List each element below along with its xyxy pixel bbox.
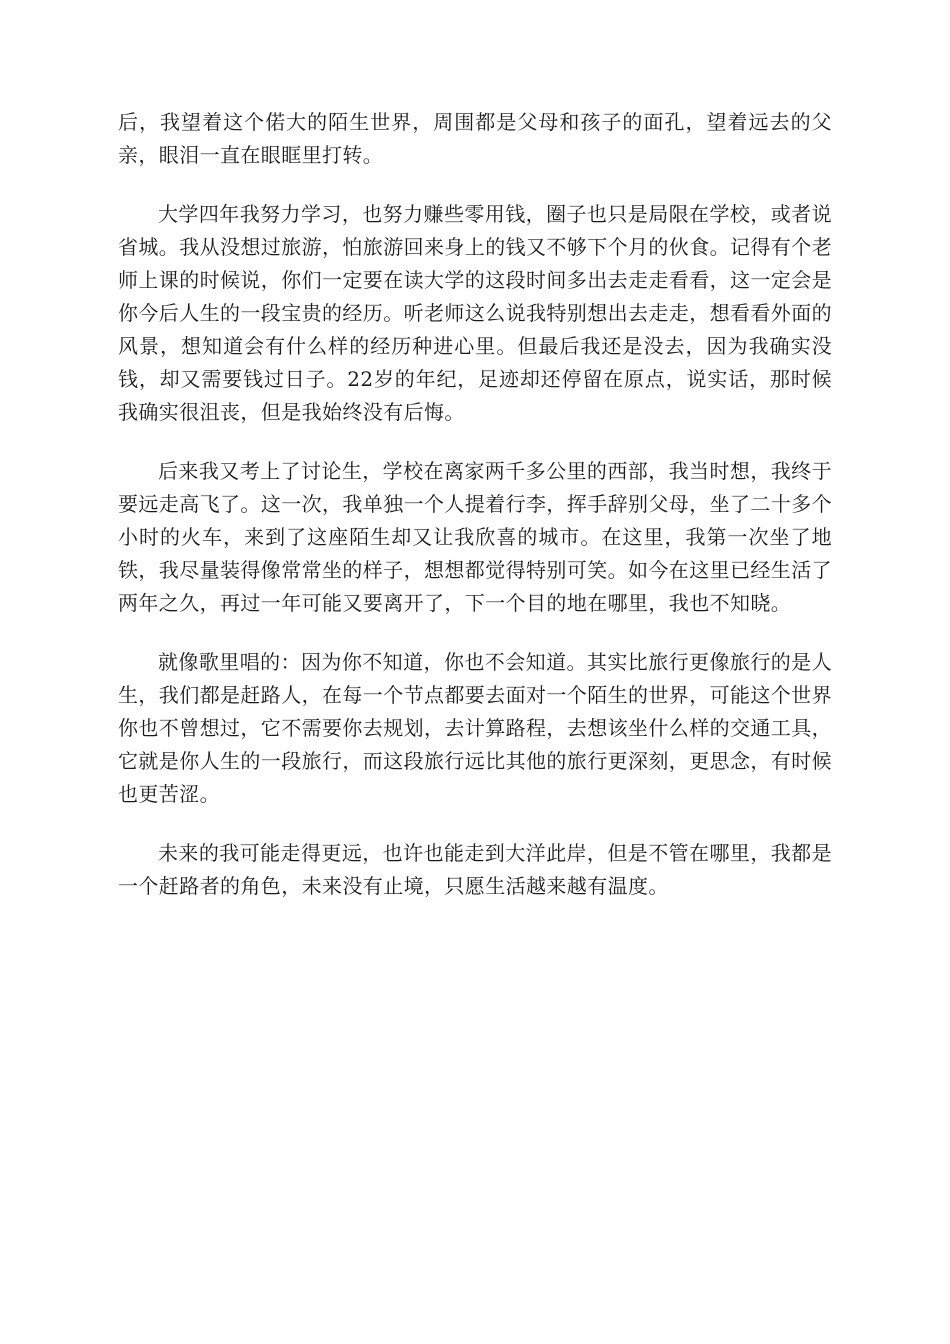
- document-body: [118, 106, 832, 929]
- paragraph-5: 未来的我可能走得更远，也许也能走到大洋此岸，但是不管在哪里，我都是一个赶路者的角色，未来没有止境，只愿生活越来越有温度。: [118, 841, 832, 898]
- paragraph-4: 就像歌里唱的：因为你不知道，你也不会知道。其实比旅行更像旅行的是人生，我们都是赶路人，在每一个节点都要去面对一个陌生的世界，可能这个世界你也不曾想过，它不需要你去规划，去计算路程，去想该坐什么样的交通工具，它就是你人生的一段旅行，而这段旅行远比其他的旅行更深刻，更思念，有时候也更苦涩。: [118, 650, 832, 806]
- paragraph-3: 后来我又考上了讨论生，学校在离家两千多公里的西部，我当时想，我终于要远走高飞了。这一次，我单独一个人提着行李，挥手辞别父母，坐了二十多个小时的火车，来到了这座陌生却又让我欣喜的城市。在这里，我第一次坐了地铁，我尽量装得像常常坐的样子，想想都觉得特别可笑。如今在这里已经生活了两年之久，再过一年可能又要离开了，下一个目的地在哪里，我也不知晓。: [118, 459, 832, 615]
- paragraph-2: 大学四年我努力学习，也努力赚些零用钱，圈子也只是局限在学校，或者说省城。我从没想过旅游，怕旅游回来身上的钱又不够下个月的伙食。记得有个老师上课的时候说，你们一定要在读大学的这段时间多出去走走看看，这一定会是你今后人生的一段宝贵的经历。听老师这么说我特别想出去走走，想看看外面的风景，想知道会有什么样的经历种进心里。但最后我还是没去，因为我确实没钱，却又需要钱过日子。22岁的年纪，足迹却还停留在原点，说实话，那时候我确实很沮丧，但是我始终没有后悔。: [118, 202, 832, 424]
- paragraph-1: 后，我望着这个偌大的陌生世界，周围都是父母和孩子的面孔，望着远去的父亲，眼泪一直在眼眶里打转。: [118, 110, 832, 167]
